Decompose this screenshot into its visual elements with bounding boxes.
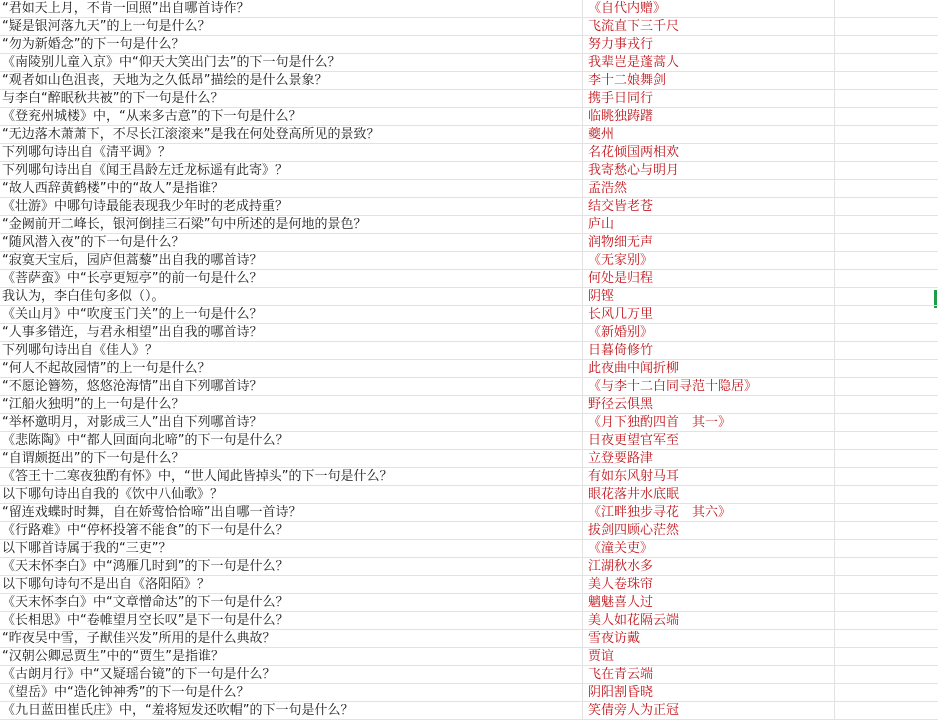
table-row — [0, 594, 938, 612]
table-row — [0, 558, 938, 576]
question-cell[interactable]: 《九日蓝田崔氏庄》中，“羞将短发还吹帽”的下一句是什么？ — [2, 702, 583, 719]
empty-cell[interactable] — [835, 108, 933, 125]
table-row — [0, 180, 938, 198]
table-row — [0, 72, 938, 90]
answer-cell[interactable]: 美人卷珠帘 — [588, 576, 835, 593]
question-cell[interactable]: “故人西辞黄鹤楼”中的“故人”是指谁？ — [2, 180, 583, 197]
empty-cell[interactable] — [835, 36, 933, 53]
empty-cell[interactable] — [835, 54, 933, 71]
question-cell[interactable]: “昨夜吴中雪，子猷佳兴发”所用的是什么典故？ — [2, 630, 583, 647]
table-row — [0, 270, 938, 288]
question-cell[interactable]: 《行路难》中“停杯投箸不能食”的下一句是什么？ — [2, 522, 583, 539]
table-row — [0, 414, 938, 432]
question-cell[interactable]: 《登兖州城楼》中，“从来多古意”的下一句是什么？ — [2, 108, 583, 125]
empty-cell[interactable] — [835, 612, 933, 629]
empty-cell[interactable] — [835, 288, 933, 305]
empty-cell[interactable] — [835, 342, 933, 359]
table-row — [0, 126, 938, 144]
empty-cell[interactable] — [835, 144, 933, 161]
question-cell[interactable]: “自谓颇挺出”的下一句是什么？ — [2, 450, 583, 467]
answer-cell[interactable]: 李十二娘舞剑 — [588, 72, 835, 89]
answer-cell[interactable]: 日夜更望官军至 — [588, 432, 835, 449]
answer-cell[interactable]: 飞流直下三千尺 — [588, 18, 835, 35]
answer-cell[interactable]: 《潼关吏》 — [588, 540, 835, 557]
table-row — [0, 306, 938, 324]
table-row — [0, 630, 938, 648]
answer-cell[interactable]: 润物细无声 — [588, 234, 835, 251]
answer-cell[interactable]: 何处是归程 — [588, 270, 835, 287]
answer-cell[interactable]: 美人如花隔云端 — [588, 612, 835, 629]
answer-cell[interactable]: 阴阳割昏晓 — [588, 684, 835, 701]
question-cell[interactable]: 《天末怀李白》中“鸿雁几时到”的下一句是什么？ — [2, 558, 583, 575]
empty-cell[interactable] — [835, 324, 933, 341]
answer-cell[interactable]: 长风几万里 — [588, 306, 835, 323]
answer-cell[interactable]: 阴铿 — [588, 288, 835, 305]
answer-cell[interactable]: 《自代内赠》 — [588, 0, 835, 17]
table-row — [0, 522, 938, 540]
empty-cell[interactable] — [835, 522, 933, 539]
answer-cell[interactable]: 此夜曲中闻折柳 — [588, 360, 835, 377]
answer-cell[interactable]: 《月下独酌四首 其一》 — [588, 414, 835, 431]
table-row — [0, 648, 938, 666]
answer-cell[interactable]: 《与李十二白同寻范十隐居》 — [588, 378, 835, 395]
question-cell[interactable]: “汉朝公卿忌贾生”中的“贾生”是指谁？ — [2, 648, 583, 665]
question-cell[interactable]: “无边落木萧萧下，不尽长江滚滚来”是我在何处登高所见的景致？ — [2, 126, 583, 143]
empty-cell[interactable] — [835, 234, 933, 251]
table-row — [0, 324, 938, 342]
table-row — [0, 0, 938, 18]
answer-cell[interactable]: 《新婚别》 — [588, 324, 835, 341]
table-row — [0, 360, 938, 378]
empty-cell[interactable] — [835, 468, 933, 485]
table-row — [0, 288, 938, 306]
answer-cell[interactable]: 我辈岂是蓬蒿人 — [588, 54, 835, 71]
table-row — [0, 378, 938, 396]
answer-cell[interactable]: 野径云俱黑 — [588, 396, 835, 413]
question-cell[interactable]: 以下哪句诗出自我的《饮中八仙歌》？ — [2, 486, 583, 503]
empty-cell[interactable] — [835, 558, 933, 575]
question-cell[interactable]: 我认为，李白佳句多似（）。 — [2, 288, 583, 305]
answer-cell[interactable]: 贾谊 — [588, 648, 835, 665]
empty-cell[interactable] — [835, 630, 933, 647]
question-cell[interactable]: “勿为新婚念”的下一句是什么？ — [2, 36, 583, 53]
empty-cell[interactable] — [835, 126, 933, 143]
table-row — [0, 666, 938, 684]
question-cell[interactable]: 下列哪句诗出自《佳人》？ — [2, 342, 583, 359]
question-cell[interactable]: 《壮游》中哪句诗最能表现我少年时的老成持重？ — [2, 198, 583, 215]
table-row — [0, 468, 938, 486]
empty-cell[interactable] — [835, 414, 933, 431]
empty-cell[interactable] — [835, 0, 933, 17]
question-cell[interactable]: “疑是银河落九天”的上一句是什么？ — [2, 18, 583, 35]
table-row — [0, 36, 938, 54]
table-row — [0, 486, 938, 504]
table-row — [0, 144, 938, 162]
table-row — [0, 504, 938, 522]
question-cell[interactable]: 《长相思》中“卷帷望月空长叹”是下一句是什么？ — [2, 612, 583, 629]
answer-cell[interactable]: 努力事戎行 — [588, 36, 835, 53]
answer-cell[interactable]: 江湖秋水多 — [588, 558, 835, 575]
empty-cell[interactable] — [835, 198, 933, 215]
question-cell[interactable]: “寂寞天宝后，园庐但蒿藜”出自我的哪首诗？ — [2, 252, 583, 269]
empty-cell[interactable] — [835, 702, 933, 719]
table-row — [0, 684, 938, 702]
answer-cell[interactable]: 笑倩旁人为正冠 — [588, 702, 835, 719]
question-cell[interactable]: 《悲陈陶》中“都人回面向北啼”的下一句是什么？ — [2, 432, 583, 449]
table-row — [0, 702, 938, 720]
empty-cell[interactable] — [835, 432, 933, 449]
empty-cell[interactable] — [835, 396, 933, 413]
answer-cell[interactable]: 临眺独踌躇 — [588, 108, 835, 125]
empty-cell[interactable] — [835, 180, 933, 197]
empty-cell[interactable] — [835, 684, 933, 701]
answer-cell[interactable]: 我寄愁心与明月 — [588, 162, 835, 179]
answer-cell[interactable]: 拔剑四顾心茫然 — [588, 522, 835, 539]
answer-cell[interactable]: 雪夜访戴 — [588, 630, 835, 647]
question-cell[interactable]: 以下哪句诗句不是出自《洛阳陌》？ — [2, 576, 583, 593]
empty-cell[interactable] — [835, 594, 933, 611]
empty-cell[interactable] — [835, 576, 933, 593]
answer-cell[interactable]: 日暮倚修竹 — [588, 342, 835, 359]
answer-cell[interactable]: 立登要路津 — [588, 450, 835, 467]
table-row — [0, 216, 938, 234]
question-cell[interactable]: 下列哪句诗出自《闻王昌龄左迁龙标遥有此寄》？ — [2, 162, 583, 179]
table-row — [0, 342, 938, 360]
question-cell[interactable]: “何人不起故园情”的上一句是什么？ — [2, 360, 583, 377]
question-cell[interactable]: 《南陵别儿童入京》中“仰天大笑出门去”的下一句是什么？ — [2, 54, 583, 71]
table-row — [0, 450, 938, 468]
empty-cell[interactable] — [835, 270, 933, 287]
question-cell[interactable]: 《关山月》中“吹度玉门关”的上一句是什么？ — [2, 306, 583, 323]
question-cell[interactable]: 《望岳》中“造化钟神秀”的下一句是什么？ — [2, 684, 583, 701]
question-cell[interactable]: “君如天上月，不肯一回照”出自哪首诗作？ — [2, 0, 583, 17]
empty-cell[interactable] — [835, 306, 933, 323]
answer-cell[interactable]: 有如东风射马耳 — [588, 468, 835, 485]
table-row — [0, 90, 938, 108]
table-row — [0, 432, 938, 450]
table-row — [0, 108, 938, 126]
question-cell[interactable]: “人事多错迕，与君永相望”出自我的哪首诗？ — [2, 324, 583, 341]
question-cell[interactable]: 《古朗月行》中“又疑瑶台镜”的下一句是什么？ — [2, 666, 583, 683]
table-row — [0, 396, 938, 414]
table-row — [0, 234, 938, 252]
question-cell[interactable]: “不愿论簪笏，悠悠沧海情”出自下列哪首诗？ — [2, 378, 583, 395]
table-row — [0, 162, 938, 180]
empty-cell[interactable] — [835, 648, 933, 665]
answer-cell[interactable]: 《江畔独步寻花 其六》 — [588, 504, 835, 521]
empty-cell[interactable] — [835, 486, 933, 503]
question-cell[interactable]: “金阙前开二峰长，银河倒挂三石梁”句中所述的是何地的景色？ — [2, 216, 583, 233]
question-cell[interactable]: 下列哪句诗出自《清平调》？ — [2, 144, 583, 161]
answer-cell[interactable]: 夔州 — [588, 126, 835, 143]
answer-cell[interactable]: 飞在青云端 — [588, 666, 835, 683]
empty-cell[interactable] — [835, 666, 933, 683]
empty-cell[interactable] — [835, 72, 933, 89]
table-row — [0, 252, 938, 270]
table-row — [0, 54, 938, 72]
question-cell[interactable]: “江船火独明”的上一句是什么？ — [2, 396, 583, 413]
question-cell[interactable]: “随风潜入夜”的下一句是什么？ — [2, 234, 583, 251]
question-cell[interactable]: “留连戏蝶时时舞，自在娇莺恰恰啼”出自哪一首诗？ — [2, 504, 583, 521]
empty-cell[interactable] — [835, 360, 933, 377]
question-cell[interactable]: 《答王十二寒夜独酌有怀》中，“世人闻此皆掉头”的下一句是什么？ — [2, 468, 583, 485]
answer-cell[interactable]: 孟浩然 — [588, 180, 835, 197]
empty-cell[interactable] — [835, 18, 933, 35]
table-row — [0, 576, 938, 594]
answer-cell[interactable]: 携手日同行 — [588, 90, 835, 107]
question-cell[interactable]: 以下哪首诗属于我的“三吏”？ — [2, 540, 583, 557]
answer-cell[interactable]: 结交皆老苍 — [588, 198, 835, 215]
answer-cell[interactable]: 名花倾国两相欢 — [588, 144, 835, 161]
question-cell[interactable]: “举杯邀明月，对影成三人”出自下列哪首诗？ — [2, 414, 583, 431]
empty-cell[interactable] — [835, 162, 933, 179]
empty-cell[interactable] — [835, 378, 933, 395]
question-cell[interactable]: 《菩萨蛮》中“长亭更短亭”的前一句是什么？ — [2, 270, 583, 287]
table-row — [0, 18, 938, 36]
table-row — [0, 540, 938, 558]
empty-cell[interactable] — [835, 540, 933, 557]
empty-cell[interactable] — [835, 216, 933, 233]
table-row — [0, 612, 938, 630]
empty-cell[interactable] — [835, 450, 933, 467]
table-row — [0, 198, 938, 216]
empty-cell[interactable] — [835, 252, 933, 269]
question-cell[interactable]: “观者如山色沮丧，天地为之久低昂”描绘的是什么景象？ — [2, 72, 583, 89]
answer-cell[interactable]: 魑魅喜人过 — [588, 594, 835, 611]
answer-cell[interactable]: 庐山 — [588, 216, 835, 233]
answer-cell[interactable]: 眼花落井水底眠 — [588, 486, 835, 503]
answer-cell[interactable]: 《无家别》 — [588, 252, 835, 269]
empty-cell[interactable] — [835, 504, 933, 521]
question-cell[interactable]: 《天末怀李白》中“文章憎命达”的下一句是什么？ — [2, 594, 583, 611]
question-cell[interactable]: 与李白“醉眠秋共被”的下一句是什么？ — [2, 90, 583, 107]
empty-cell[interactable] — [835, 90, 933, 107]
